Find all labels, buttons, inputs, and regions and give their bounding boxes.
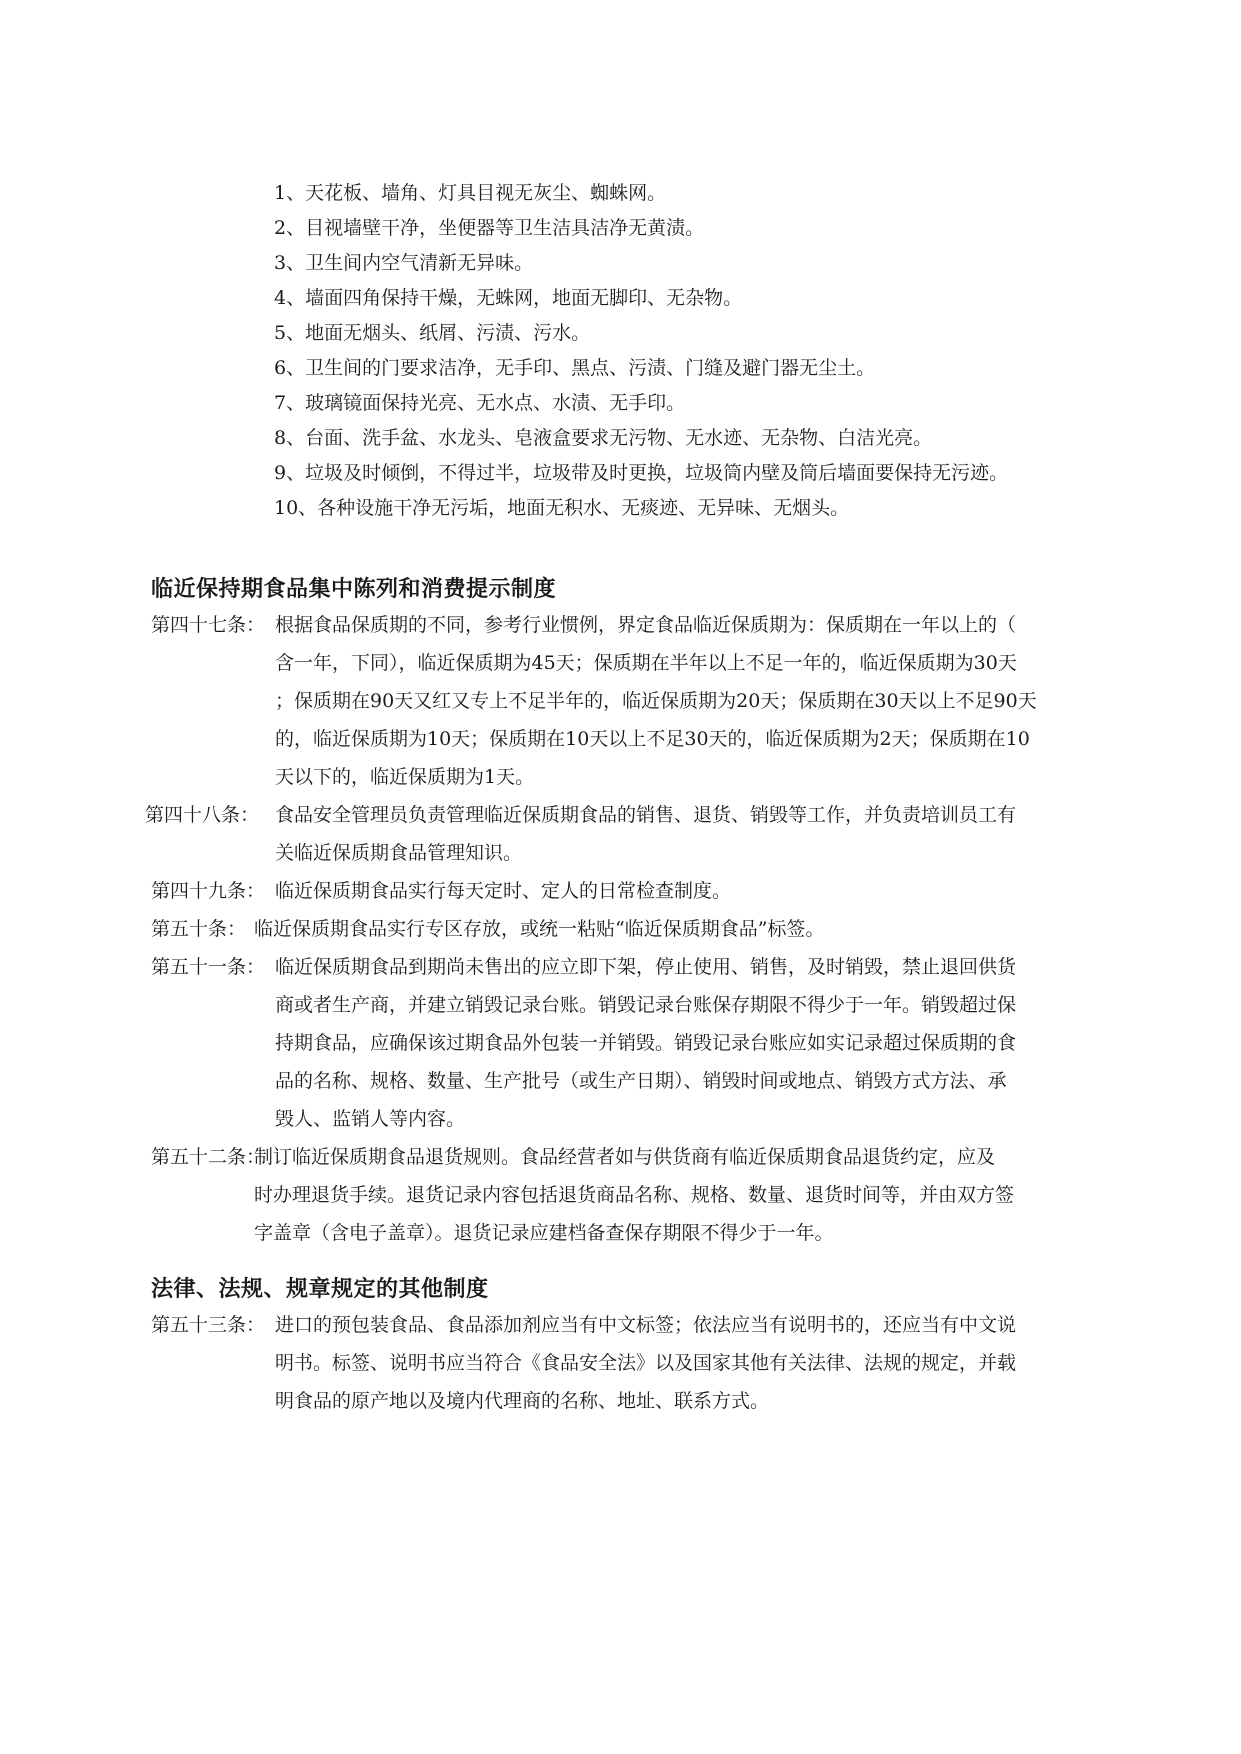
article-line: 持期食品，应确保该过期食品外包装一并销毁。销毁记录台账应如实记录超过保质期的食 (275, 1032, 1017, 1054)
article-line: 制订临近保质期食品退货规则。食品经营者如与供货商有临近保质期食品退货约定，应及 (254, 1146, 996, 1168)
list-item: 7、玻璃镜面保持光亮、无水点、水渍、无手印。 (274, 392, 686, 414)
article-body (151, 606, 1081, 796)
article-53 (151, 1306, 1081, 1420)
article-label: 第四十九条： (151, 880, 266, 902)
article-label: 第四十七条： (151, 614, 266, 636)
article-line: ；保质期在90天又红又专上不足半年的，临近保质期为20天；保质期在30天以上不足90天 (275, 690, 1037, 712)
article-51 (151, 948, 1081, 1138)
article-label: 第五十一条： (151, 956, 266, 978)
article-49 (151, 872, 1081, 910)
article-line: 商或者生产商，并建立销毁记录台账。销毁记录台账保存期限不得少于一年。销毁超过保 (275, 994, 1017, 1016)
article-label: 第五十条： (151, 918, 247, 940)
list-item: 6、卫生间的门要求洁净，无手印、黑点、污渍、门缝及避门器无尘土。 (274, 357, 876, 379)
article-line: 的，临近保质期为10天；保质期在10天以上不足30天的，临近保质期为2天；保质期在10 (275, 728, 1030, 750)
article-label: 第五十二条： (151, 1146, 266, 1168)
cleaning-checklist (274, 176, 1094, 526)
article-47 (151, 606, 1081, 796)
article-line: 食品安全管理员负责管理临近保质期食品的销售、退货、销毁等工作，并负责培训员工有 (275, 804, 1017, 826)
article-line: 明食品的原产地以及境内代理商的名称、地址、联系方式。 (275, 1390, 770, 1412)
article-line: 临近保质期食品到期尚未售出的应立即下架，停止使用、销售，及时销毁，禁止退回供货 (275, 956, 1017, 978)
article-line: 临近保质期食品实行专区存放，或统一粘贴“临近保质期食品”标签。 (254, 918, 825, 940)
list-item: 5、地面无烟头、纸屑、污渍、污水。 (274, 322, 591, 344)
article-line: 进口的预包装食品、食品添加剂应当有中文标签；依法应当有说明书的，还应当有中文说 (275, 1314, 1017, 1336)
article-line: 天以下的，临近保质期为1天。 (275, 766, 535, 788)
article-body (151, 1138, 1081, 1252)
list-item: 10、各种设施干净无污垢，地面无积水、无痰迹、无异味、无烟头。 (274, 497, 850, 519)
article-50 (151, 910, 1081, 948)
list-item: 3、卫生间内空气清新无异味。 (274, 252, 534, 274)
list-item: 8、台面、洗手盆、水龙头、皂液盒要求无污物、无水迹、无杂物、白洁光亮。 (274, 427, 933, 449)
list-item: 2、目视墙壁干净，坐便器等卫生洁具洁净无黄渍。 (274, 217, 705, 239)
article-body (151, 910, 1081, 948)
article-52 (151, 1138, 1081, 1252)
list-item: 4、墙面四角保持干燥，无蛛网，地面无脚印、无杂物。 (274, 287, 743, 309)
article-body (151, 1306, 1081, 1420)
article-line: 毁人、监销人等内容。 (275, 1108, 466, 1130)
article-line: 字盖章（含电子盖章）。退货记录应建档备查保存期限不得少于一年。 (254, 1222, 834, 1244)
section-heading-other-regulations: 法律、法规、规章规定的其他制度 (151, 1277, 489, 1302)
article-line: 临近保质期食品实行每天定时、定人的日常检查制度。 (275, 880, 732, 902)
article-line: 关临近保质期食品管理知识。 (275, 842, 523, 864)
article-label: 第四十八条： (145, 804, 260, 826)
article-line: 根据食品保质期的不同，参考行业惯例，界定食品临近保质期为：保质期在一年以上的（ (275, 614, 1017, 636)
article-line: 品的名称、规格、数量、生产批号（或生产日期）、销毁时间或地点、销毁方式方法、承 (275, 1070, 1007, 1092)
article-label: 第五十三条： (151, 1314, 266, 1336)
article-48 (145, 796, 1081, 872)
list-item: 1、天花板、墙角、灯具目视无灰尘、蜘蛛网。 (274, 182, 667, 204)
article-line: 含一年，下同），临近保质期为45天；保质期在半年以上不足一年的，临近保质期为30天 (275, 652, 1017, 674)
article-body (145, 796, 1081, 872)
article-body (151, 948, 1081, 1138)
article-body (151, 872, 1081, 910)
article-line: 时办理退货手续。退货记录内容包括退货商品名称、规格、数量、退货时间等，并由双方签 (254, 1184, 1015, 1206)
list-item: 9、垃圾及时倾倒，不得过半，垃圾带及时更换，垃圾筒内壁及筒后墙面要保持无污迹。 (274, 462, 1009, 484)
article-line: 明书。标签、说明书应当符合《食品安全法》以及国家其他有关法律、法规的规定，并载 (275, 1352, 1017, 1374)
section-heading-expiry-display: 临近保持期食品集中陈列和消费提示制度 (151, 577, 557, 602)
